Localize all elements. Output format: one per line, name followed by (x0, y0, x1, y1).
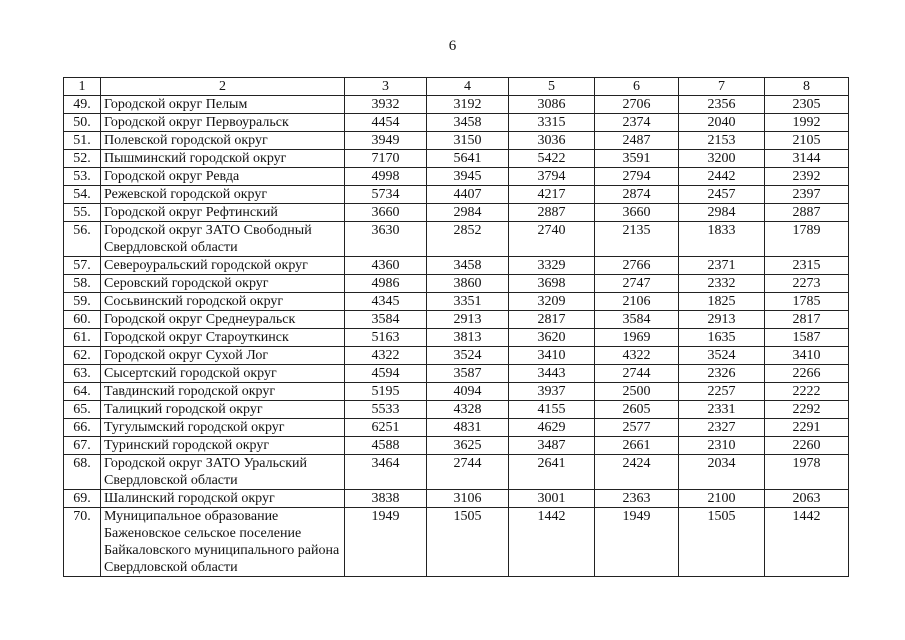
value-cell: 1949 (595, 508, 679, 577)
row-number: 59. (64, 293, 101, 311)
row-number: 62. (64, 347, 101, 365)
row-number: 55. (64, 204, 101, 222)
value-cell: 4588 (345, 437, 427, 455)
municipality-name: Городской округ Первоуральск (101, 114, 345, 132)
value-cell: 4345 (345, 293, 427, 311)
row-number: 70. (64, 508, 101, 577)
table-row (64, 383, 849, 401)
value-cell: 2266 (765, 365, 849, 383)
municipality-name: Режевской городской округ (101, 186, 345, 204)
value-cell: 4322 (345, 347, 427, 365)
municipality-name: Туринский городской округ (101, 437, 345, 455)
value-cell: 2706 (595, 96, 679, 114)
table-header-row (64, 78, 849, 96)
table-row (64, 150, 849, 168)
value-cell: 4407 (427, 186, 509, 204)
value-cell: 3591 (595, 150, 679, 168)
value-cell: 3625 (427, 437, 509, 455)
value-cell: 4322 (595, 347, 679, 365)
value-cell: 5163 (345, 329, 427, 347)
row-number: 69. (64, 490, 101, 508)
value-cell: 2310 (679, 437, 765, 455)
table-row (64, 168, 849, 186)
value-cell: 3106 (427, 490, 509, 508)
value-cell: 2315 (765, 257, 849, 275)
value-cell: 4594 (345, 365, 427, 383)
value-cell: 1949 (345, 508, 427, 577)
value-cell: 5734 (345, 186, 427, 204)
value-cell: 3458 (427, 257, 509, 275)
value-cell: 2794 (595, 168, 679, 186)
value-cell: 3524 (427, 347, 509, 365)
value-cell: 2257 (679, 383, 765, 401)
value-cell: 4217 (509, 186, 595, 204)
municipality-name: Пышминский городской округ (101, 150, 345, 168)
value-cell: 1587 (765, 329, 849, 347)
value-cell: 2740 (509, 222, 595, 257)
column-header: 1 (64, 78, 101, 96)
value-cell: 2260 (765, 437, 849, 455)
value-cell: 2100 (679, 490, 765, 508)
table-row (64, 490, 849, 508)
row-number: 67. (64, 437, 101, 455)
municipality-name: Тавдинский городской округ (101, 383, 345, 401)
value-cell: 3200 (679, 150, 765, 168)
value-cell: 4328 (427, 401, 509, 419)
municipality-name: Серовский городской округ (101, 275, 345, 293)
value-cell: 1833 (679, 222, 765, 257)
value-cell: 2374 (595, 114, 679, 132)
value-cell: 3150 (427, 132, 509, 150)
value-cell: 3794 (509, 168, 595, 186)
value-cell: 3945 (427, 168, 509, 186)
column-header: 7 (679, 78, 765, 96)
value-cell: 2457 (679, 186, 765, 204)
municipality-name: Талицкий городской округ (101, 401, 345, 419)
row-number: 54. (64, 186, 101, 204)
row-number: 65. (64, 401, 101, 419)
value-cell: 7170 (345, 150, 427, 168)
value-cell: 2105 (765, 132, 849, 150)
value-cell: 2577 (595, 419, 679, 437)
value-cell: 2034 (679, 455, 765, 490)
value-cell: 2817 (509, 311, 595, 329)
value-cell: 5422 (509, 150, 595, 168)
row-number: 56. (64, 222, 101, 257)
value-cell: 1442 (509, 508, 595, 577)
table-row (64, 96, 849, 114)
value-cell: 2392 (765, 168, 849, 186)
table-row (64, 257, 849, 275)
value-cell: 3458 (427, 114, 509, 132)
value-cell: 2326 (679, 365, 765, 383)
municipality-name: Тугулымский городской округ (101, 419, 345, 437)
value-cell: 2984 (427, 204, 509, 222)
value-cell: 1789 (765, 222, 849, 257)
value-cell: 2500 (595, 383, 679, 401)
value-cell: 1442 (765, 508, 849, 577)
value-cell: 2887 (765, 204, 849, 222)
row-number: 49. (64, 96, 101, 114)
table-row (64, 365, 849, 383)
value-cell: 3949 (345, 132, 427, 150)
value-cell: 1635 (679, 329, 765, 347)
row-number: 50. (64, 114, 101, 132)
municipality-name: Городской округ Пелым (101, 96, 345, 114)
column-header: 6 (595, 78, 679, 96)
row-number: 51. (64, 132, 101, 150)
municipality-name: Североуральский городской округ (101, 257, 345, 275)
value-cell: 2487 (595, 132, 679, 150)
value-cell: 3660 (345, 204, 427, 222)
value-cell: 2153 (679, 132, 765, 150)
column-header: 5 (509, 78, 595, 96)
value-cell: 3487 (509, 437, 595, 455)
value-cell: 4998 (345, 168, 427, 186)
row-number: 66. (64, 419, 101, 437)
value-cell: 2135 (595, 222, 679, 257)
value-cell: 3937 (509, 383, 595, 401)
value-cell: 2984 (679, 204, 765, 222)
value-cell: 2887 (509, 204, 595, 222)
value-cell: 2852 (427, 222, 509, 257)
municipality-name: Городской округ Сухой Лог (101, 347, 345, 365)
municipality-name: Городской округ ЗАТО Свободный Свердловской области (101, 222, 345, 257)
value-cell: 2040 (679, 114, 765, 132)
value-cell: 3698 (509, 275, 595, 293)
row-number: 52. (64, 150, 101, 168)
table-row (64, 311, 849, 329)
municipality-name: Шалинский городской округ (101, 490, 345, 508)
row-number: 57. (64, 257, 101, 275)
value-cell: 2424 (595, 455, 679, 490)
municipality-name: Городской округ ЗАТО Уральский Свердловской области (101, 455, 345, 490)
value-cell: 4986 (345, 275, 427, 293)
value-cell: 2605 (595, 401, 679, 419)
value-cell: 2661 (595, 437, 679, 455)
value-cell: 2371 (679, 257, 765, 275)
value-cell: 1825 (679, 293, 765, 311)
row-number: 68. (64, 455, 101, 490)
value-cell: 2327 (679, 419, 765, 437)
page-number: 6 (448, 38, 457, 54)
value-cell: 2331 (679, 401, 765, 419)
table-row (64, 114, 849, 132)
value-cell: 1505 (427, 508, 509, 577)
column-header: 3 (345, 78, 427, 96)
table-row (64, 347, 849, 365)
value-cell: 1969 (595, 329, 679, 347)
municipality-name: Городской округ Староуткинск (101, 329, 345, 347)
value-cell: 3464 (345, 455, 427, 490)
municipality-name: Сысертский городской округ (101, 365, 345, 383)
value-cell: 3932 (345, 96, 427, 114)
value-cell: 2817 (765, 311, 849, 329)
table-row (64, 437, 849, 455)
value-cell: 2332 (679, 275, 765, 293)
value-cell: 2913 (679, 311, 765, 329)
table-row (64, 508, 849, 577)
value-cell: 3086 (509, 96, 595, 114)
value-cell: 2397 (765, 186, 849, 204)
value-cell: 3584 (595, 311, 679, 329)
value-cell: 3315 (509, 114, 595, 132)
table-row (64, 222, 849, 257)
value-cell: 2222 (765, 383, 849, 401)
value-cell: 6251 (345, 419, 427, 437)
table-row (64, 275, 849, 293)
row-number: 60. (64, 311, 101, 329)
value-cell: 3584 (345, 311, 427, 329)
value-cell: 3410 (509, 347, 595, 365)
value-cell: 1978 (765, 455, 849, 490)
value-cell: 2747 (595, 275, 679, 293)
value-cell: 3524 (679, 347, 765, 365)
value-cell: 1785 (765, 293, 849, 311)
table-row (64, 455, 849, 490)
table-row (64, 293, 849, 311)
value-cell: 3660 (595, 204, 679, 222)
value-cell: 4454 (345, 114, 427, 132)
value-cell: 3630 (345, 222, 427, 257)
value-cell: 2305 (765, 96, 849, 114)
value-cell: 2913 (427, 311, 509, 329)
value-cell: 3838 (345, 490, 427, 508)
municipality-name: Городской округ Ревда (101, 168, 345, 186)
column-header: 2 (101, 78, 345, 96)
table-row (64, 204, 849, 222)
data-table (63, 77, 849, 577)
table-row (64, 419, 849, 437)
municipality-name: Городской округ Рефтинский (101, 204, 345, 222)
value-cell: 1505 (679, 508, 765, 577)
value-cell: 3587 (427, 365, 509, 383)
value-cell: 3144 (765, 150, 849, 168)
value-cell: 2106 (595, 293, 679, 311)
table-row (64, 329, 849, 347)
value-cell: 5533 (345, 401, 427, 419)
value-cell: 2291 (765, 419, 849, 437)
value-cell: 4094 (427, 383, 509, 401)
municipality-name: Полевской городской округ (101, 132, 345, 150)
value-cell: 3192 (427, 96, 509, 114)
value-cell: 4831 (427, 419, 509, 437)
value-cell: 3036 (509, 132, 595, 150)
municipality-name: Сосьвинский городской округ (101, 293, 345, 311)
value-cell: 3860 (427, 275, 509, 293)
value-cell: 5195 (345, 383, 427, 401)
value-cell: 3620 (509, 329, 595, 347)
value-cell: 1992 (765, 114, 849, 132)
table-row (64, 401, 849, 419)
row-number: 63. (64, 365, 101, 383)
municipality-name: Муниципальное образование Баженовское сельское поселение Байкаловского муниципального района Свердловской области (101, 508, 345, 577)
value-cell: 2442 (679, 168, 765, 186)
value-cell: 2874 (595, 186, 679, 204)
value-cell: 2292 (765, 401, 849, 419)
value-cell: 2766 (595, 257, 679, 275)
value-cell: 2363 (595, 490, 679, 508)
value-cell: 3351 (427, 293, 509, 311)
value-cell: 2744 (595, 365, 679, 383)
value-cell: 2356 (679, 96, 765, 114)
value-cell: 3209 (509, 293, 595, 311)
row-number: 53. (64, 168, 101, 186)
row-number: 58. (64, 275, 101, 293)
value-cell: 3329 (509, 257, 595, 275)
value-cell: 2063 (765, 490, 849, 508)
value-cell: 3001 (509, 490, 595, 508)
value-cell: 2744 (427, 455, 509, 490)
row-number: 61. (64, 329, 101, 347)
column-header: 4 (427, 78, 509, 96)
value-cell: 3443 (509, 365, 595, 383)
municipality-name: Городской округ Среднеуральск (101, 311, 345, 329)
row-number: 64. (64, 383, 101, 401)
value-cell: 3410 (765, 347, 849, 365)
table-row (64, 132, 849, 150)
value-cell: 2641 (509, 455, 595, 490)
table-row (64, 186, 849, 204)
column-header: 8 (765, 78, 849, 96)
value-cell: 3813 (427, 329, 509, 347)
value-cell: 2273 (765, 275, 849, 293)
value-cell: 4360 (345, 257, 427, 275)
value-cell: 4629 (509, 419, 595, 437)
value-cell: 4155 (509, 401, 595, 419)
value-cell: 5641 (427, 150, 509, 168)
